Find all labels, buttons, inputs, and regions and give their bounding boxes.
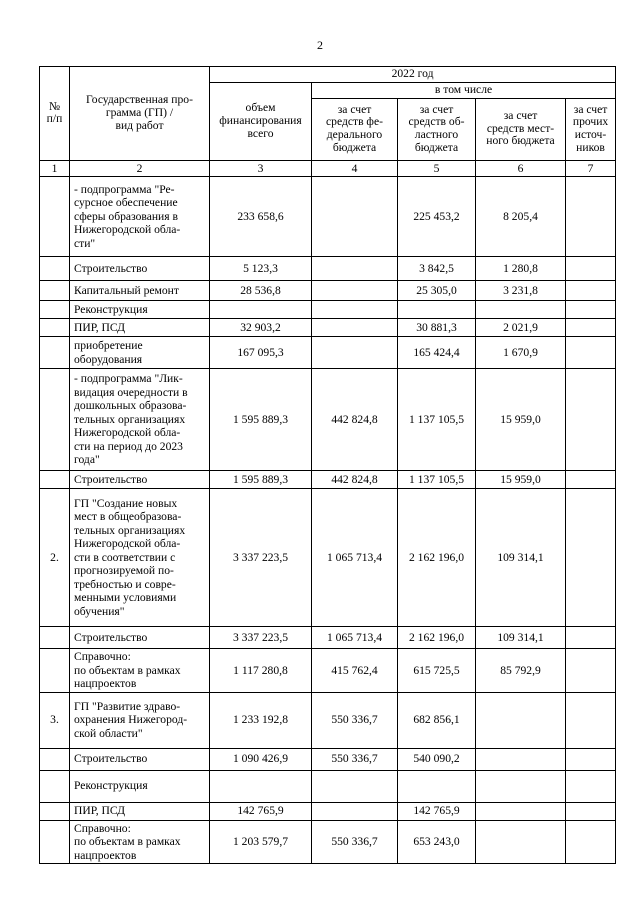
row-regional: 682 856,1 — [398, 692, 476, 748]
table-row — [40, 649, 616, 693]
row-total: 3 337 223,5 — [210, 489, 312, 627]
row-local: 15 959,0 — [476, 369, 566, 471]
row-number — [40, 257, 70, 281]
col-number: 1 — [40, 160, 70, 177]
row-federal: 442 824,8 — [312, 471, 398, 489]
row-regional: 1 137 105,5 — [398, 471, 476, 489]
table-row — [40, 471, 616, 489]
row-total: 1 090 426,9 — [210, 748, 312, 770]
row-local — [476, 802, 566, 820]
row-total: 32 903,2 — [210, 319, 312, 337]
row-other — [566, 369, 616, 471]
header-year: 2022 год — [210, 67, 616, 83]
row-total: 1 595 889,3 — [210, 369, 312, 471]
table-row — [40, 301, 616, 319]
header-federal: за счет средств фе- дерального бюджета — [312, 98, 398, 160]
table-row — [40, 257, 616, 281]
row-federal — [312, 301, 398, 319]
table-row — [40, 770, 616, 802]
row-number — [40, 770, 70, 802]
row-regional: 1 137 105,5 — [398, 369, 476, 471]
row-local — [476, 692, 566, 748]
row-other — [566, 627, 616, 649]
header-regional: за счет средств об- ластного бюджета — [398, 98, 476, 160]
row-federal: 550 336,7 — [312, 692, 398, 748]
row-local: 109 314,1 — [476, 489, 566, 627]
financing-table — [39, 66, 616, 864]
row-other — [566, 748, 616, 770]
row-local: 2 021,9 — [476, 319, 566, 337]
row-local: 15 959,0 — [476, 471, 566, 489]
row-federal: 550 336,7 — [312, 820, 398, 864]
row-other — [566, 820, 616, 864]
row-name: приобретение оборудования — [70, 337, 210, 369]
row-federal — [312, 802, 398, 820]
table-row — [40, 319, 616, 337]
row-regional: 615 725,5 — [398, 649, 476, 693]
table-row — [40, 489, 616, 627]
row-number — [40, 471, 70, 489]
table-row — [40, 177, 616, 257]
col-number: 2 — [70, 160, 210, 177]
row-regional: 653 243,0 — [398, 820, 476, 864]
row-local: 109 314,1 — [476, 627, 566, 649]
row-number — [40, 177, 70, 257]
row-local — [476, 820, 566, 864]
row-total — [210, 301, 312, 319]
row-other — [566, 337, 616, 369]
row-name: Реконструкция — [70, 301, 210, 319]
row-number — [40, 802, 70, 820]
row-name: - подпрограмма "Лик- видация очередности в дошкольных образова- тельных организациях Нижегородской обла- сти на период до 2023 года" — [70, 369, 210, 471]
row-federal: 1 065 713,4 — [312, 489, 398, 627]
row-local — [476, 748, 566, 770]
row-total: 233 658,6 — [210, 177, 312, 257]
row-total: 1 117 280,8 — [210, 649, 312, 693]
table-row — [40, 692, 616, 748]
header-other: за счет прочих источ- ников — [566, 98, 616, 160]
row-name: ПИР, ПСД — [70, 802, 210, 820]
row-other — [566, 319, 616, 337]
row-local: 1 280,8 — [476, 257, 566, 281]
table-row — [40, 337, 616, 369]
row-federal: 550 336,7 — [312, 748, 398, 770]
row-name: ГП "Создание новых мест в общеобразова- тельных организациях Нижегородской обла- сти в соответствии с прогнозируемой по- требностью и совре- менными условиями обучения" — [70, 489, 210, 627]
row-federal — [312, 319, 398, 337]
row-total: 3 337 223,5 — [210, 627, 312, 649]
row-other — [566, 301, 616, 319]
row-other — [566, 281, 616, 301]
row-local — [476, 301, 566, 319]
header-total: объем финансирования всего — [210, 82, 312, 160]
row-federal: 1 065 713,4 — [312, 627, 398, 649]
row-number: 3. — [40, 692, 70, 748]
row-other — [566, 692, 616, 748]
row-number — [40, 369, 70, 471]
row-federal: 415 762,4 — [312, 649, 398, 693]
row-name: - подпрограмма "Ре- сурсное обеспечение сферы образования в Нижегородской обла- сти" — [70, 177, 210, 257]
row-number — [40, 627, 70, 649]
row-name: ПИР, ПСД — [70, 319, 210, 337]
row-federal — [312, 177, 398, 257]
row-regional: 30 881,3 — [398, 319, 476, 337]
row-local: 1 670,9 — [476, 337, 566, 369]
row-federal — [312, 257, 398, 281]
row-federal — [312, 281, 398, 301]
row-regional: 540 090,2 — [398, 748, 476, 770]
row-local: 3 231,8 — [476, 281, 566, 301]
row-name: ГП "Развитие здраво- охранения Нижегород- ской области" — [70, 692, 210, 748]
row-number — [40, 281, 70, 301]
header-including: в том числе — [312, 82, 616, 98]
row-name: Строительство — [70, 471, 210, 489]
col-number: 7 — [566, 160, 616, 177]
header-row-col-numbers — [40, 160, 616, 177]
row-regional: 3 842,5 — [398, 257, 476, 281]
table-row — [40, 820, 616, 864]
row-name: Строительство — [70, 257, 210, 281]
row-total: 167 095,3 — [210, 337, 312, 369]
row-total: 28 536,8 — [210, 281, 312, 301]
table-row — [40, 369, 616, 471]
row-name: Строительство — [70, 627, 210, 649]
row-other — [566, 257, 616, 281]
col-number: 4 — [312, 160, 398, 177]
row-regional — [398, 301, 476, 319]
page-number: 2 — [317, 38, 323, 52]
table-row — [40, 281, 616, 301]
row-total: 142 765,9 — [210, 802, 312, 820]
row-number — [40, 319, 70, 337]
col-number: 6 — [476, 160, 566, 177]
row-number — [40, 301, 70, 319]
row-regional — [398, 770, 476, 802]
row-regional: 165 424,4 — [398, 337, 476, 369]
row-name: Справочно: по объектам в рамках нацпроектов — [70, 649, 210, 693]
header-col-name: Государственная про- грамма (ГП) / вид работ — [70, 67, 210, 161]
col-number: 5 — [398, 160, 476, 177]
row-number — [40, 649, 70, 693]
row-local: 85 792,9 — [476, 649, 566, 693]
row-federal — [312, 337, 398, 369]
header-col-num: № п/п — [40, 67, 70, 161]
row-total: 5 123,3 — [210, 257, 312, 281]
row-federal: 442 824,8 — [312, 369, 398, 471]
row-total: 1 203 579,7 — [210, 820, 312, 864]
row-total — [210, 770, 312, 802]
row-name: Справочно: по объектам в рамках нацпроектов — [70, 820, 210, 864]
table-body — [40, 177, 616, 864]
row-number — [40, 748, 70, 770]
table-row — [40, 802, 616, 820]
row-regional: 225 453,2 — [398, 177, 476, 257]
row-other — [566, 471, 616, 489]
row-name: Капитальный ремонт — [70, 281, 210, 301]
row-local: 8 205,4 — [476, 177, 566, 257]
header-local: за счет средств мест- ного бюджета — [476, 98, 566, 160]
row-other — [566, 770, 616, 802]
row-name: Строительство — [70, 748, 210, 770]
row-regional: 2 162 196,0 — [398, 489, 476, 627]
row-other — [566, 177, 616, 257]
row-other — [566, 649, 616, 693]
row-local — [476, 770, 566, 802]
table-row — [40, 748, 616, 770]
row-number — [40, 820, 70, 864]
row-federal — [312, 770, 398, 802]
row-other — [566, 489, 616, 627]
col-number: 3 — [210, 160, 312, 177]
row-name: Реконструкция — [70, 770, 210, 802]
row-regional: 2 162 196,0 — [398, 627, 476, 649]
table-row — [40, 627, 616, 649]
row-other — [566, 802, 616, 820]
row-number: 2. — [40, 489, 70, 627]
row-total: 1 233 192,8 — [210, 692, 312, 748]
row-number — [40, 337, 70, 369]
header-row-year — [40, 67, 616, 83]
row-total: 1 595 889,3 — [210, 471, 312, 489]
row-regional: 142 765,9 — [398, 802, 476, 820]
row-regional: 25 305,0 — [398, 281, 476, 301]
